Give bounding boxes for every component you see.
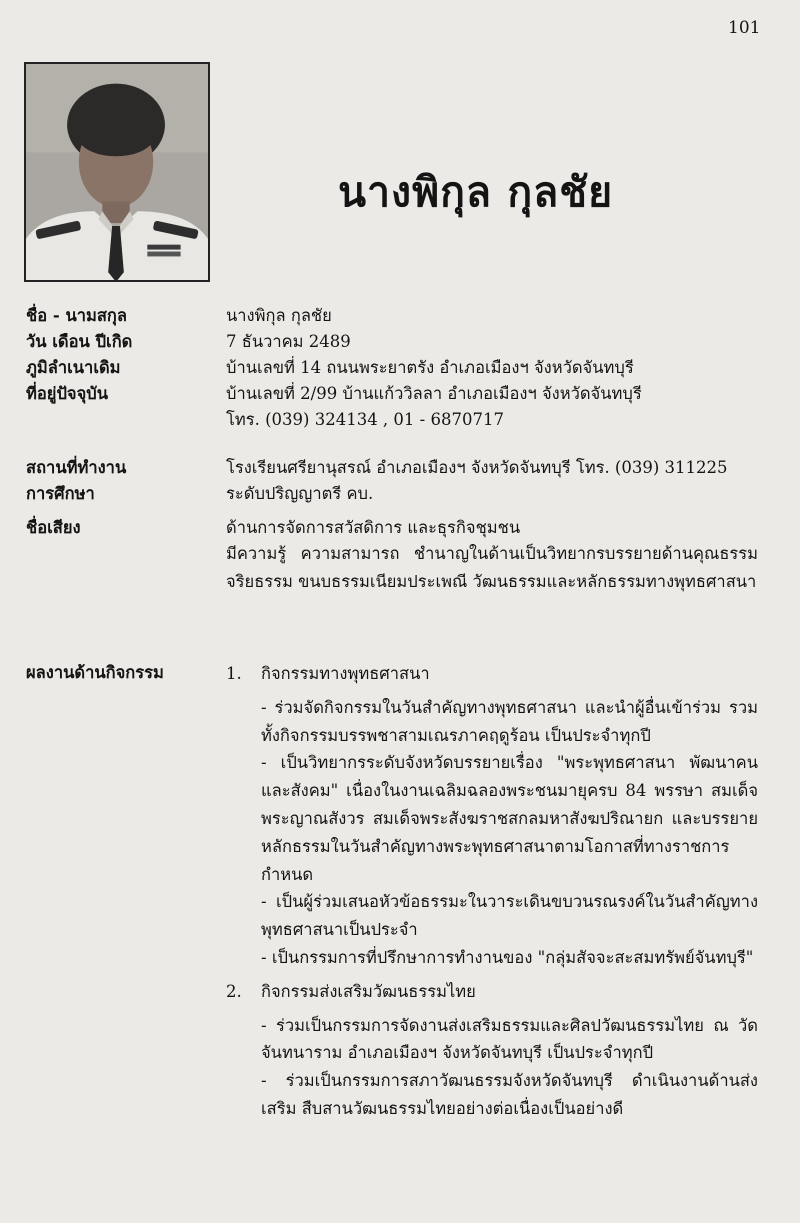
workplace-value: โรงเรียนศรียานุสรณ์ อำเภอเมืองฯ จังหวัดจันทบุรี โทร. (039) 311225	[226, 458, 728, 477]
section-number: 2.	[226, 981, 242, 1001]
info-row	[26, 515, 778, 541]
fame-value: ด้านการจัดการสวัสดิการ และธุรกิจชุมชน	[226, 518, 521, 537]
info-row	[26, 355, 778, 381]
info-row	[26, 455, 778, 481]
section-title: กิจกรรมทางพุทธศาสนา	[261, 664, 430, 683]
birthdate-label: วัน เดือน ปีเกิด	[26, 332, 133, 351]
current-address-label: ที่อยู่ปัจจุบัน	[26, 384, 109, 403]
info-row	[26, 329, 778, 355]
hometown-label: ภูมิลำเนาเดิม	[26, 358, 121, 377]
workplace-label: สถานที่ทำงาน	[26, 458, 127, 477]
page-number: 101	[728, 18, 761, 38]
list-item: - เป็นผู้ร่วมเสนอหัวข้อธรรมะในวาระเดินขบวนรณรงค์ในวันสำคัญทางพุทธศาสนาเป็นประจำ	[261, 892, 758, 940]
portrait-photo-icon	[26, 64, 208, 280]
activities-list	[226, 660, 758, 1123]
info-row	[26, 481, 778, 507]
info-row	[26, 381, 778, 407]
list-item: - ร่วมจัดกิจกรรมในวันสำคัญทางพุทธศาสนา และนำผู้อื่นเข้าร่วม รวมทั้งกิจกรรมบรรพชาสามเณรภาคฤดูร้อน เป็นประจำทุกปี	[261, 697, 758, 745]
birthdate-value: 7 ธันวาคม 2489	[226, 332, 351, 351]
list-item: - ร่วมเป็นกรรมการจัดงานส่งเสริมธรรมและศิลปวัฒนธรรมไทย ณ วัดจันทนาราม อำเภอเมืองฯ จังหวัดจันทบุรี เป็นประจำทุกปี	[261, 1015, 758, 1063]
activities-label: ผลงานด้านกิจกรรม	[26, 663, 164, 682]
list-item: - เป็นกรรมการที่ปรึกษาการทำงานของ "กลุ่มสัจจะสะสมทรัพย์จันทบุรี"	[261, 947, 754, 967]
section-heading	[226, 660, 758, 688]
current-address-value: บ้านเลขที่ 2/99 บ้านแก้ววิลลา อำเภอเมืองฯ จังหวัดจันทบุรี	[226, 384, 642, 403]
list-item: - ร่วมเป็นกรรมการสภาวัฒนธรรมจังหวัดจันทบุรี ดำเนินงานด้านส่งเสริม สืบสานวัฒนธรรมไทยอย่างต่อเนื่องเป็นอย่างดี	[261, 1071, 758, 1118]
education-label: การศึกษา	[26, 484, 95, 503]
phone-label	[26, 407, 226, 433]
section-title: กิจกรรมส่งเสริมวัฒนธรรมไทย	[261, 981, 476, 1001]
hometown-value: บ้านเลขที่ 14 ถนนพระยาตรัง อำเภอเมืองฯ จังหวัดจันทบุรี	[226, 358, 634, 377]
phone-value: โทร. (039) 324134 , 01 - 6870717	[226, 410, 504, 429]
list-item: - เป็นวิทยากรระดับจังหวัดบรรยายเรื่อง "พระพุทธศาสนา พัฒนาคน และสังคม" เนื่องในงานเฉลิมฉลองพระชนมายุครบ 84 พรรษา สมเด็จพระญาณสังวร สมเด็จพระสังฆราชสกลมหาสังฆปริณายก และบรรยายหลักธรรมในวันสำคัญทางพระพุทธศาสนาตามโอกาสที่ทางราชการกำหนด	[261, 753, 758, 884]
name-value: นางพิกุล กุลชัย	[226, 306, 332, 325]
fame-detail: มีความรู้ ความสามารถ ชำนาญในด้านเป็นวิทยากรบรรยายด้านคุณธรรม จริยธรรม ขนบธรรมเนียมประเพณี วัฒนธรรมและหลักธรรมทางพุทธศาสนา	[226, 544, 758, 591]
section-heading	[226, 978, 758, 1006]
info-row	[26, 303, 778, 329]
info-row	[26, 407, 778, 433]
section-number: 1.	[226, 664, 242, 683]
info-table	[26, 303, 778, 541]
person-name-heading: นางพิกุล กุลชัย	[338, 168, 614, 216]
portrait-photo	[24, 62, 210, 282]
name-label: ชื่อ - นามสกุล	[26, 306, 128, 325]
education-value: ระดับปริญญาตรี คบ.	[226, 484, 374, 503]
fame-label: ชื่อเสียง	[26, 518, 81, 537]
